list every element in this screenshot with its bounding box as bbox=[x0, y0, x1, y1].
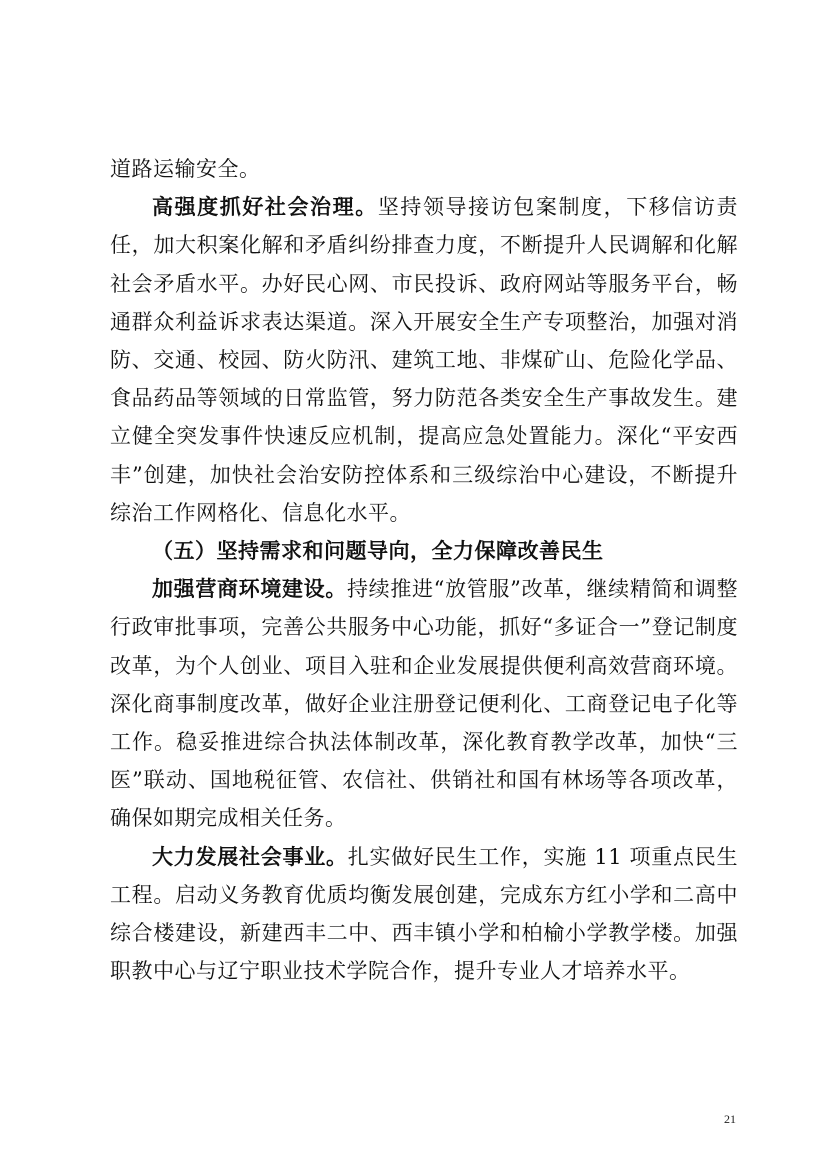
paragraph-text: 坚持领导接访包案制度，下移信访责任，加大积案化解和矛盾纠纷排查力度，不断提升人民调解和化解社会矛盾水平。办好民心网、市民投诉、政府网站等服务平台，畅通群众利益诉求表达渠道。深入开展安全生产专项整治，加强对消防、交通、校园、防火防汛、建筑工地、非煤矿山、危险化学品、食品药品等领域的日常监管，努力防范各类安全生产事故发生。建立健全突发事件快速反应机制，提高应急处置能力。深化“平安西丰”创建，加快社会治安防控体系和三级综治中心建设，不断提升综治工作网格化、信息化水平。 bbox=[110, 195, 739, 525]
paragraph-text: 扎实做好民生工作，实施 11 项重点民生工程。启动义务教育优质均衡发展创建，完成东方红小学和二高中综合楼建设，新建西丰二中、西丰镇小学和柏榆小学教学楼。加强职教中心与辽宁职业技术学院合作，提升专业人才培养水平。 bbox=[110, 844, 739, 984]
paragraph-lead: 大力发展社会事业。 bbox=[152, 843, 348, 869]
paragraph-social-governance bbox=[110, 188, 738, 532]
paragraph-text: 持续推进“放管服”改革，继续精简和调整行政审批事项，完善公共服务中心功能，抓好“多证合一”登记制度改革，为个人创业、项目入驻和企业发展提供便利高效营商环境。深化商事制度改革，做好企业注册登记便利化、工商登记电子化等工作。稳妥推进综合执法体制改革，深化教育教学改革，加快“三医”联动、国地税征管、农信社、供销社和国有林场等各项改革，确保如期完成相关任务。 bbox=[110, 577, 738, 831]
paragraph-lead: 高强度抓好社会治理。 bbox=[152, 194, 378, 220]
paragraph-business-environment bbox=[110, 570, 738, 837]
paragraph-continuation bbox=[110, 150, 738, 188]
paragraph-social-undertakings bbox=[110, 838, 738, 991]
page-number: 21 bbox=[724, 1112, 736, 1126]
body-text bbox=[110, 150, 738, 990]
section-heading: （五）坚持需求和问题导向，全力保障改善民生 bbox=[152, 538, 604, 564]
paragraph-text: 道路运输安全。 bbox=[110, 157, 261, 181]
paragraph-lead: 加强营商环境建设。 bbox=[152, 576, 348, 602]
